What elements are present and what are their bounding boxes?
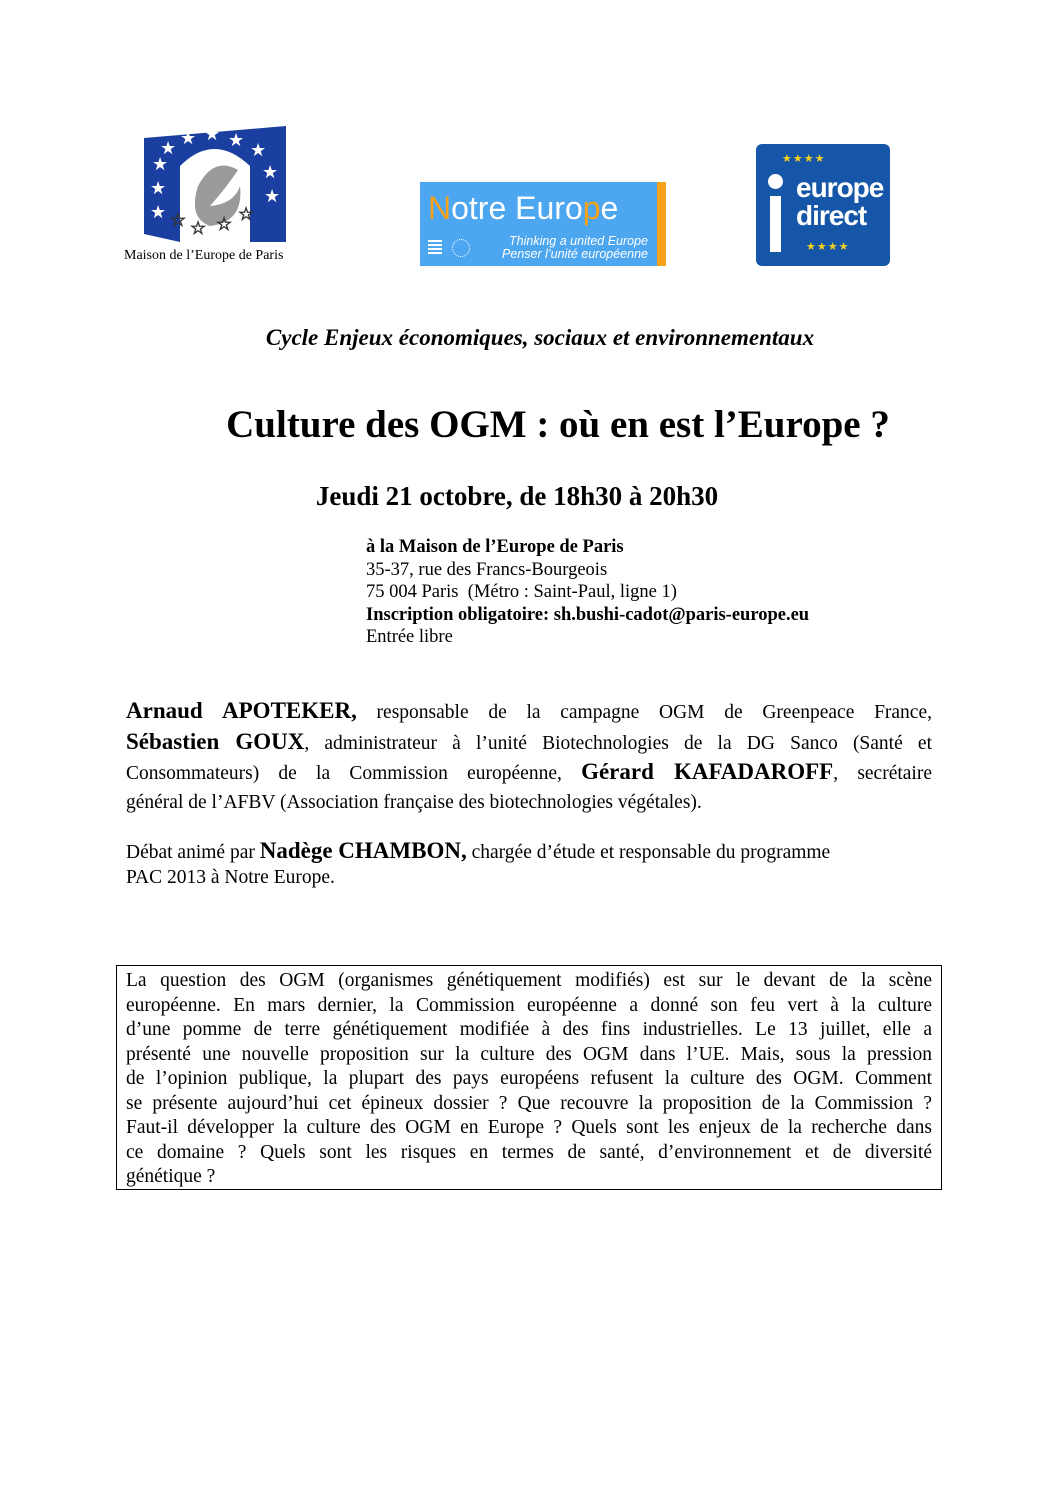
moderator-name: Nadège CHAMBON, [259,838,467,863]
svg-text:★: ★ [150,178,167,198]
summary-line: d’une pomme de terre génétiquement modifiée à des fins industrielles. Le 13 juillet, elle a [126,1019,932,1040]
venue: à la Maison de l’Europe de Paris [366,537,624,557]
notre-europe-name: Notre Europe [428,190,619,226]
svg-text:★: ★ [264,186,281,206]
entry: Entrée libre [366,627,453,647]
svg-text:★: ★ [150,202,167,222]
summary-line: se présente aujourd’hui cet épineux dossier ? Que recouvre la proposition de la Commission ? [126,1092,932,1114]
svg-text:★: ★ [204,126,221,144]
event-date: Jeudi 21 octobre, de 18h30 à 20h30 [315,481,719,511]
city: 75 004 Paris (Métro : Saint-Paul, ligne 1) [366,582,677,602]
svg-text:★: ★ [228,130,245,150]
info-i-icon [770,196,781,252]
notre-europe-tagline: Thinking a united Europe Penser l’unité européenne [502,234,648,261]
summary-line: présenté une nouvelle proposition sur la culture des OGM dans l’UE. Mais, sous la pression [126,1043,932,1065]
svg-text:☆: ☆ [238,204,255,224]
europe-direct-logo: ★★★★ europe direct ★★★★ [756,144,890,266]
street: 35-37, rue des Francs-Bourgeois [366,559,608,580]
document-icon [428,240,442,256]
notre-europe-logo [420,182,666,266]
svg-text:★: ★ [180,128,197,148]
speakers-paragraph: Arnaud APOTEKER, responsable de la campagne OGM de Greenpeace France, Sébastien GOUX, administrateur à l’unité Biotechnologies de la DG Sanco (Santé et Consommateurs) de la Commission européenne, Gérard KAFADAROFF, secrétaire général de l’AFBV (Association française des biotechnologies végétales). [126,698,932,813]
moderator-paragraph: Débat animé par Nadège CHAMBON, chargée d’étude et responsable du programme PAC 2013 à Notre Europe. [126,838,831,888]
summary-line: La question des OGM (organismes génétiquement modifiés) est sur le devant de la scène [126,970,932,991]
stars-circle-icon [452,239,470,257]
address-block [366,536,809,649]
summary-box [116,965,942,1190]
summary-line: ce domaine ? Quels sont les risques en termes de santé, d’environnement et de diversité [126,1141,932,1163]
summary-line: de l’opinion publique, la plupart des pays européens refusent la culture des OGM. Comment [126,1068,932,1089]
svg-text:☆: ☆ [190,218,207,238]
page-title: Culture des OGM : où en est l’Europe ? [226,403,890,446]
summary-line: Faut-il développer la culture des OGM en Europe ? Quels sont les enjeux de la recherche dans [126,1117,932,1138]
svg-text:★: ★ [262,162,279,182]
registration[interactable]: Inscription obligatoire: sh.bushi-cadot@paris-europe.eu [366,604,810,625]
summary-line: génétique ? [126,1166,216,1187]
speaker-name: Sébastien GOUX [126,728,305,754]
speaker-name: Arnaud APOTEKER, [126,698,357,723]
svg-text:★: ★ [160,138,177,158]
maison-europe-caption: Maison de l’Europe de Paris [124,248,284,263]
svg-text:★: ★ [250,140,267,160]
stars-icon: ★★★★ [782,153,826,165]
svg-text:★: ★ [152,154,169,174]
svg-text:☆: ☆ [170,210,187,230]
event-cycle: Cycle Enjeux économiques, sociaux et environnementaux [265,325,815,350]
speaker-name: Gérard KAFADAROFF [581,759,834,784]
maison-europe-paris-logo [140,126,288,244]
svg-text:☆: ☆ [216,214,233,234]
summary-line: européenne. En mars dernier, la Commission européenne a donné son feu vert à la culture [126,994,932,1016]
